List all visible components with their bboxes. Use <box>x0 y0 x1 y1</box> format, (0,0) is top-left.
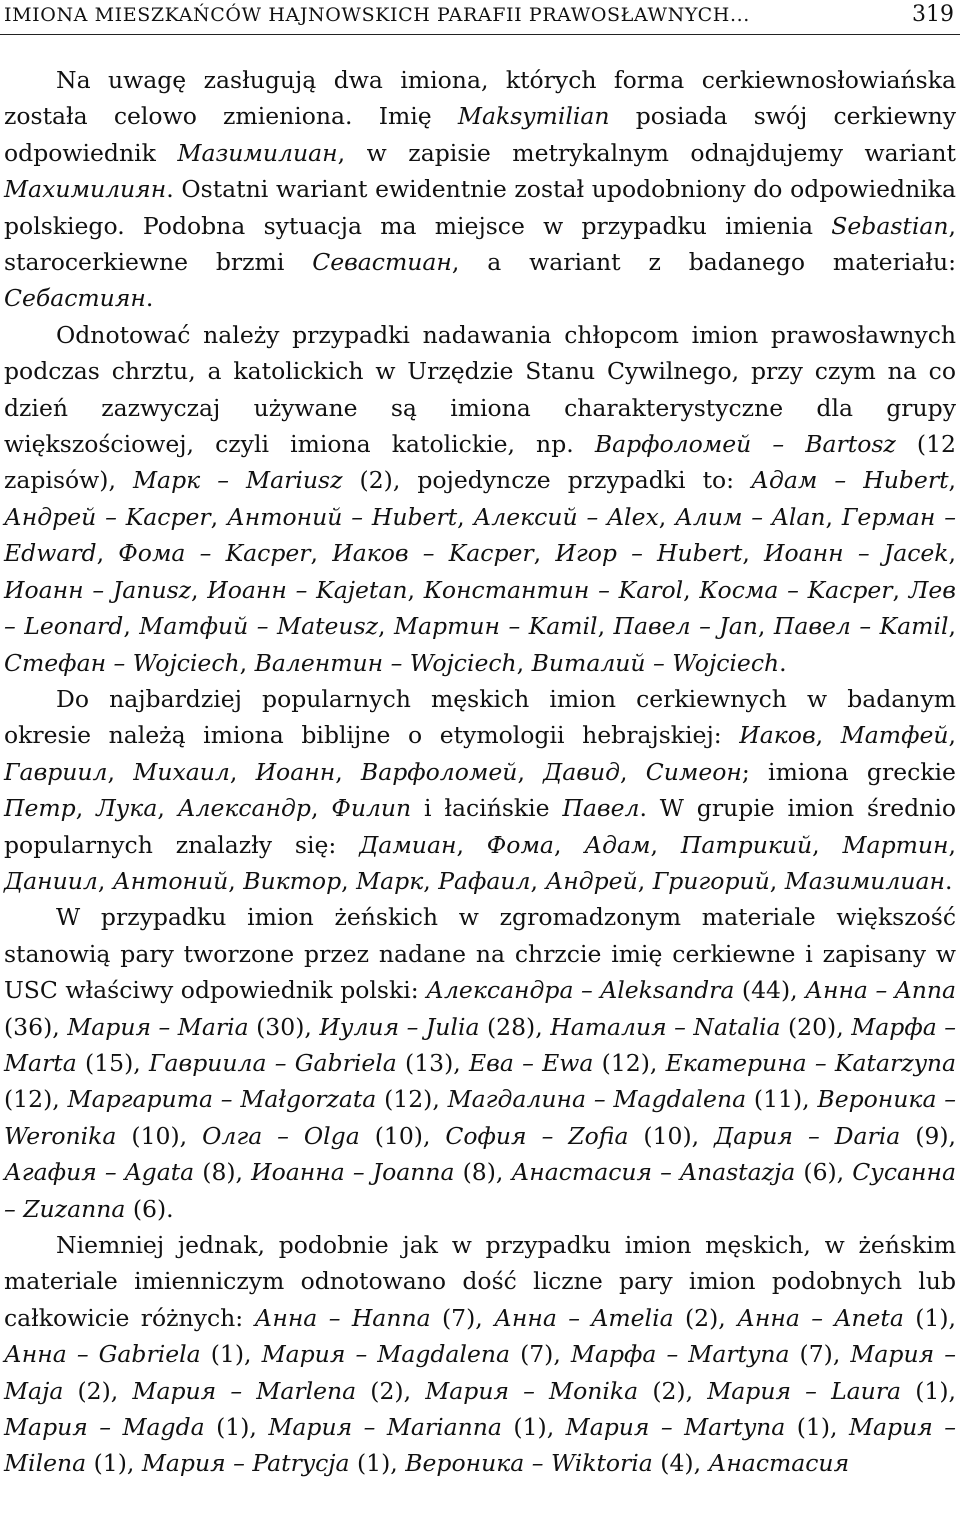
text-run: . W grupie imion średnio popularnych znalazły się: <box>4 794 956 859</box>
text-run: . <box>944 866 953 895</box>
italic-name-run: Вероника – Weronika <box>4 1085 956 1150</box>
italic-name-run: Анна – Aneta <box>737 1303 904 1332</box>
italic-name-run: Симеон <box>645 757 742 786</box>
text-run: (12), <box>4 1085 68 1114</box>
text-run: (1), <box>903 1303 956 1332</box>
text-run: , <box>157 794 178 823</box>
italic-name-run: Мазимилиан <box>784 866 945 895</box>
text-run: , <box>948 612 956 641</box>
italic-name-run: Sebastian <box>831 211 949 240</box>
italic-name-run: Иулия – Julia <box>319 1012 480 1041</box>
italic-name-run: Ева – Ewa <box>469 1048 594 1077</box>
text-run: (1), <box>501 1413 566 1442</box>
text-run: (28), <box>479 1012 551 1041</box>
italic-name-run: Павел <box>562 794 640 823</box>
text-run: , <box>948 721 956 750</box>
italic-name-run: Фома – Kacper <box>118 539 311 568</box>
italic-name-run: Павел – Jan <box>613 612 758 641</box>
text-run: , <box>637 866 653 895</box>
italic-name-run: Maksymilian <box>457 102 610 131</box>
text-run: (1), <box>200 1340 262 1369</box>
text-run: , <box>75 794 97 823</box>
text-run: Na uwagę zasługują dwa imiona, których forma cerkiewnosłowiańska została celowo zmieniona. Imię <box>4 66 956 131</box>
italic-name-run: Филип <box>331 794 412 823</box>
italic-name-run: Матфий – Mateusz <box>139 612 379 641</box>
text-run: , <box>310 794 332 823</box>
text-run: (10), <box>116 1121 203 1150</box>
text-run: (1), <box>785 1413 849 1442</box>
text-run: (1), <box>204 1413 269 1442</box>
text-run: (9), <box>900 1121 957 1150</box>
italic-name-run: Адам <box>584 830 651 859</box>
page-number: 319 <box>912 2 954 27</box>
body-text <box>4 62 956 1482</box>
text-run: , <box>948 830 956 859</box>
italic-name-run: Павел – Kamil <box>773 612 949 641</box>
text-run: (4), <box>652 1449 709 1478</box>
paragraph <box>4 62 956 317</box>
text-run: i łacińskie <box>411 794 563 823</box>
italic-name-run: Анна – Gabriela <box>4 1340 201 1369</box>
text-run: (2), pojedyncze przypadki to: <box>342 466 752 495</box>
text-run: (15), <box>76 1048 149 1077</box>
text-run: (1), <box>901 1376 956 1405</box>
italic-name-run: Мария – Maja <box>4 1340 956 1405</box>
italic-name-run: Мария – Marianna <box>268 1413 502 1442</box>
italic-name-run: Матфей <box>840 721 949 750</box>
paragraph <box>4 317 956 681</box>
italic-name-run: Анна – Amelia <box>494 1303 674 1332</box>
text-run: , <box>96 539 119 568</box>
italic-name-run: Анна – Hanna <box>254 1303 431 1332</box>
text-run: , <box>457 502 474 531</box>
italic-name-run: Алим – Alan <box>675 502 826 531</box>
italic-name-run: Севастиан <box>312 248 452 277</box>
italic-name-run: Мартин <box>842 830 949 859</box>
text-run: (1), <box>349 1449 406 1478</box>
paragraph <box>4 681 956 899</box>
page-header <box>0 0 960 36</box>
italic-name-run: Маргарита – Małgorzata <box>67 1085 377 1114</box>
text-run: , <box>948 466 956 495</box>
text-run: (8), <box>194 1158 252 1187</box>
text-run: (2), <box>638 1376 708 1405</box>
italic-name-run: Магдалина – Magdalena <box>447 1085 747 1114</box>
italic-name-run: Косма – Kacper <box>699 575 893 604</box>
italic-name-run: Александр <box>177 794 311 823</box>
text-run: , <box>658 502 676 531</box>
italic-name-run: Алексий – Alex <box>473 502 659 531</box>
italic-name-run: Мазимилиан <box>177 138 338 167</box>
text-run: posiada swój cerkiewny odpowiednik <box>4 102 957 167</box>
italic-name-run: Марк <box>356 866 424 895</box>
text-run: , <box>378 612 394 641</box>
italic-name-run: Себастиян <box>4 284 146 313</box>
italic-name-run: Мария – Patrycja <box>141 1449 350 1478</box>
italic-name-run: Махимилиян <box>4 175 167 204</box>
text-run: , <box>757 612 774 641</box>
italic-name-run: Адам – Hubert <box>751 466 949 495</box>
text-run: , a wariant z badanego materiału: <box>451 248 957 277</box>
text-run: (7), <box>789 1340 851 1369</box>
italic-name-run: Иаков – Kacper <box>332 539 534 568</box>
text-run: , <box>742 539 764 568</box>
text-run: W przypadku imion żeńskich w zgromadzonym materiale większość stanowią pary tworzone przez nadane na chrzcie imię cerkiewne i zapisany w USC właściwy odpowiednik polski: <box>4 903 956 1005</box>
text-run: (13), <box>396 1048 470 1077</box>
italic-name-run: Марк – Mariusz <box>133 466 343 495</box>
italic-name-run: Олга – Olga <box>202 1121 360 1150</box>
italic-name-run: Виктор <box>243 866 342 895</box>
text-run: , <box>948 539 956 568</box>
text-run: , <box>812 830 843 859</box>
text-run: , w zapisie metrykalnym odnajdujemy wariant <box>337 138 956 167</box>
text-run: (6). <box>125 1194 174 1223</box>
text-run: , starocerkiewne brzmi <box>4 211 956 277</box>
text-run: , <box>335 757 361 786</box>
italic-name-run: Мария – Maria <box>67 1012 249 1041</box>
text-run: , <box>815 721 841 750</box>
italic-name-run: Мария – Magda <box>4 1413 205 1442</box>
text-run: (30), <box>248 1012 320 1041</box>
italic-name-run: Анастасия <box>708 1449 850 1478</box>
text-run: Do najbardziej popularnych męskich imion cerkiewnych w badanym okresie należą imiona biblijne o etymologii hebrajskiej: <box>4 684 956 750</box>
italic-name-run: Иоанн <box>255 757 336 786</box>
italic-name-run: Патрикий <box>680 830 813 859</box>
text-run: (36), <box>4 1012 68 1041</box>
text-run: , <box>341 866 357 895</box>
italic-name-run: Гавриил <box>4 757 108 786</box>
italic-name-run: Анна – Anna <box>805 976 956 1005</box>
italic-name-run: Марфа – Marta <box>4 1012 956 1077</box>
text-run: , <box>597 612 614 641</box>
header-rule <box>0 34 960 35</box>
text-run: ; imiona greckie <box>741 757 956 786</box>
text-run: , <box>228 866 244 895</box>
text-run: (44), <box>734 976 806 1005</box>
text-run: , <box>310 539 333 568</box>
italic-name-run: Анастасия – Anastazja <box>511 1158 796 1187</box>
text-run: , <box>533 539 556 568</box>
italic-name-run: Мария – Marlena <box>132 1376 357 1405</box>
text-run: (1), <box>86 1449 142 1478</box>
italic-name-run: Варфоломей – Bartosz <box>594 430 896 459</box>
italic-name-run: Лев – Leonard <box>4 575 956 641</box>
text-run: , <box>825 502 842 531</box>
text-run: , <box>456 830 487 859</box>
italic-name-run: Марфа – Martyna <box>570 1340 790 1369</box>
text-run: (10), <box>628 1121 715 1150</box>
italic-name-run: Александра – Aleksandra <box>426 976 735 1005</box>
text-run: , <box>650 830 681 859</box>
text-run: . <box>145 284 154 313</box>
italic-name-run: Петр <box>4 794 76 823</box>
text-run: , <box>517 757 544 786</box>
italic-name-run: Вероника – Wiktoria <box>405 1449 653 1478</box>
text-run: , <box>423 866 439 895</box>
text-run: (12 zapisów), <box>4 430 956 495</box>
italic-name-run: Иоанн – Janusz <box>4 575 192 604</box>
italic-name-run: Виталий – Wojciech <box>531 648 780 677</box>
text-run: , <box>239 648 255 677</box>
text-run: , <box>123 612 140 641</box>
text-run: (12), <box>376 1085 448 1114</box>
italic-name-run: Андрей – Kacper <box>4 502 211 531</box>
italic-name-run: Фома <box>486 830 554 859</box>
text-run: (2), <box>63 1376 133 1405</box>
text-run: (8), <box>454 1158 512 1187</box>
text-run: , <box>683 575 700 604</box>
italic-name-run: Мартин – Kamil <box>393 612 598 641</box>
italic-name-run: Михаил <box>133 757 230 786</box>
italic-name-run: Григорий <box>652 866 770 895</box>
text-run: , <box>620 757 646 786</box>
text-run: Odnotować należy przypadki nadawania chłopcom imion prawosławnych podczas chrztu, a katolickich w Urzędzie Stanu Cywilnego, przy czym na co dzień zazwyczaj używane są imiona charakterystyczne dla grupy większościowej, czyli imiona katolickie, np. <box>4 320 956 459</box>
italic-name-run: Варфоломей <box>360 757 518 786</box>
italic-name-run: Сусанна – Zuzanna <box>4 1158 957 1223</box>
running-title: IMIONA MIESZKAŃCÓW HAJNOWSKICH PARAFII PRAWOSŁAWNYCH... <box>4 4 750 26</box>
italic-name-run: Иаков <box>739 721 816 750</box>
text-run: (20), <box>780 1012 852 1041</box>
text-run: (7), <box>510 1340 571 1369</box>
text-run: , <box>210 502 227 531</box>
italic-name-run: Гавриила – Gabriela <box>148 1048 397 1077</box>
text-run: , <box>530 866 546 895</box>
italic-name-run: Антоний – Hubert <box>226 502 458 531</box>
italic-name-run: Андрей <box>545 866 638 895</box>
italic-name-run: Иоанна – Joanna <box>251 1158 455 1187</box>
italic-name-run: София – Zofia <box>445 1121 629 1150</box>
text-run: , <box>97 866 113 895</box>
italic-name-run: Мария – Milena <box>4 1413 957 1478</box>
text-run: (6), <box>795 1158 853 1187</box>
italic-name-run: Агафия – Agata <box>4 1158 195 1187</box>
italic-name-run: Наталия – Natalia <box>550 1012 781 1041</box>
italic-name-run: Константин – Karol <box>423 575 684 604</box>
text-run: , <box>107 757 134 786</box>
text-run: (2), <box>356 1376 426 1405</box>
italic-name-run: Антоний <box>112 866 229 895</box>
text-run: Niemniej jednak, podobnie jak w przypadku imion męskich, w żeńskim materiale imienniczym odnotowano dość liczne pary imion podobnych lub całkowicie różnych: <box>4 1231 956 1332</box>
italic-name-run: Дария – Daria <box>714 1121 901 1150</box>
text-run: , <box>516 648 532 677</box>
italic-name-run: Лука <box>96 794 158 823</box>
text-run: (10), <box>359 1121 446 1150</box>
italic-name-run: Мария – Magdalena <box>261 1340 510 1369</box>
paragraph <box>4 1227 956 1482</box>
text-run: , <box>553 830 585 859</box>
italic-name-run: Давид <box>543 757 620 786</box>
italic-name-run: Екатерина – Katarzyna <box>665 1048 956 1077</box>
text-run: , <box>191 575 208 604</box>
paragraph <box>4 899 956 1227</box>
italic-name-run: Дамиан <box>359 830 457 859</box>
text-run: . <box>779 648 787 677</box>
text-run: (12), <box>593 1048 666 1077</box>
italic-name-run: Даниил <box>4 866 98 895</box>
italic-name-run: Мария – Martyna <box>565 1413 786 1442</box>
italic-name-run: Иоанн – Jacek <box>764 539 949 568</box>
text-run: (11), <box>746 1085 818 1114</box>
text-run: (2), <box>673 1303 738 1332</box>
italic-name-run: Игор – Hubert <box>555 539 743 568</box>
text-run: , <box>407 575 424 604</box>
text-run: . Ostatni wariant ewidentnie został upodobniony do odpowiednika polskiego. Podobna sytuacja ma miejsce w przypadku imienia <box>4 175 956 240</box>
text-run: , <box>229 757 256 786</box>
italic-name-run: Иоанн – Kajetan <box>207 575 408 604</box>
italic-name-run: Герман – Edward <box>4 502 956 568</box>
italic-name-run: Мария – Laura <box>707 1376 902 1405</box>
italic-name-run: Стефан – Wojciech <box>4 648 240 677</box>
italic-name-run: Рафаил <box>438 866 531 895</box>
italic-name-run: Мария – Monika <box>425 1376 639 1405</box>
text-run: , <box>769 866 785 895</box>
text-run: , <box>892 575 909 604</box>
text-run: (7), <box>430 1303 495 1332</box>
italic-name-run: Валентин – Wojciech <box>254 648 517 677</box>
